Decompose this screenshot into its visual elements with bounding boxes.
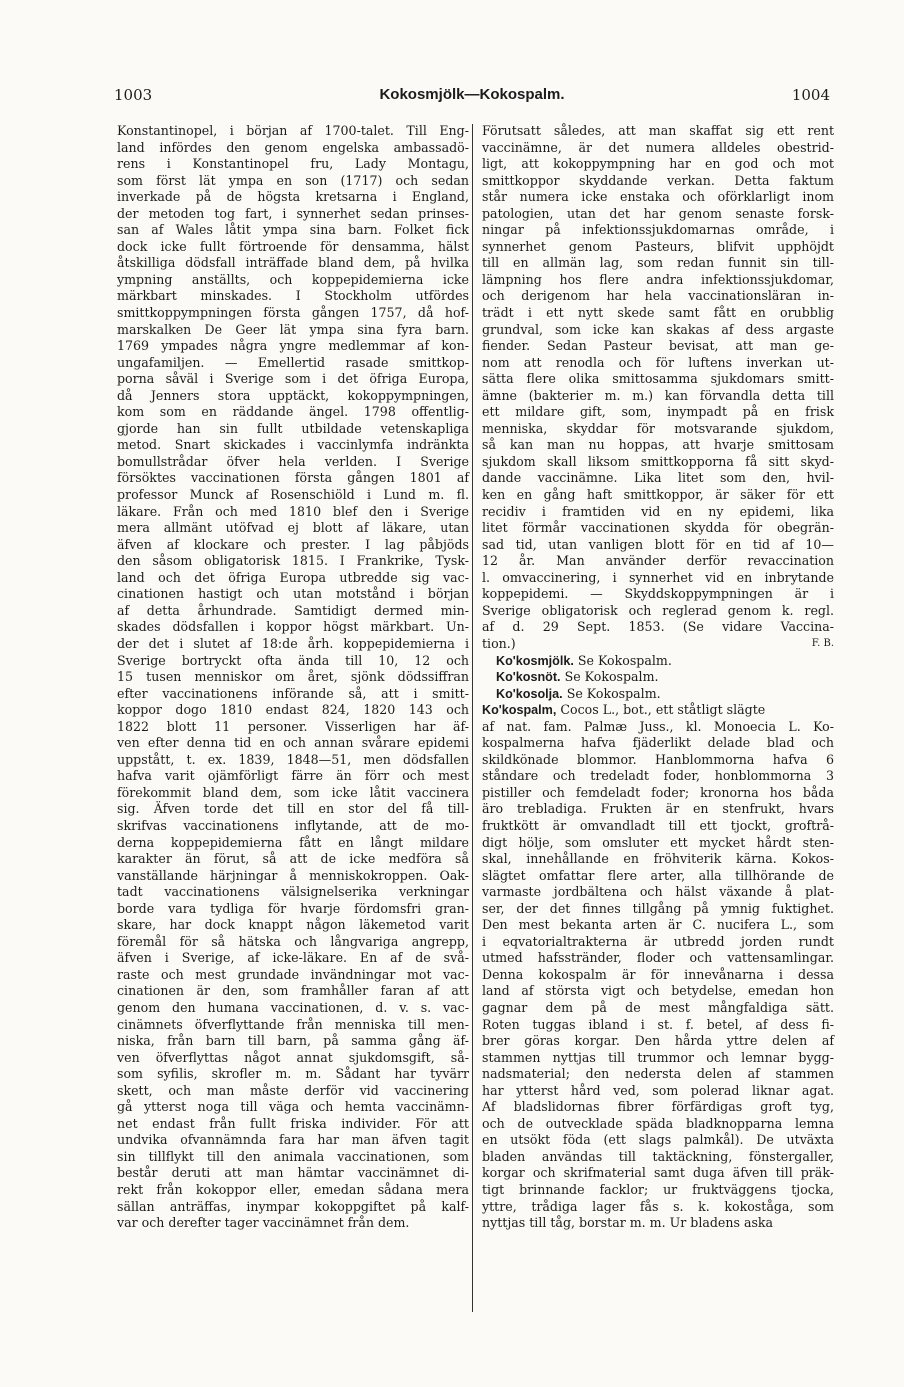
text-line: cinationen hastigt och utan motstånd i början [117, 586, 469, 602]
text-line: 1769 ympades några yngre medlemmar af kon- [117, 338, 469, 354]
text-line: 1822 blott 11 personer. Visserligen har äf- [117, 718, 469, 734]
text-line: pistiller och femdeladt foder; kronorna hos båda [482, 784, 834, 800]
text-line: professor Munck af Rosenschiöld i Lund m. fl. [117, 487, 469, 503]
text-line: metod. Snart skickades i vaccinlymfa indränkta [117, 437, 469, 453]
text-line: Af bladslidornas fibrer förfärdigas groft tyg, [482, 1099, 834, 1115]
text-line: l. omvaccinering, i synnerhet vid en inbrytande [482, 569, 834, 585]
text-line: korgar och skrifmaterial samt duga äfven till präk- [482, 1165, 834, 1181]
text-line: läkare. Från och med 1810 blef den i Sverige [117, 503, 469, 519]
text-line: net endast från fullt friska individer. För att [117, 1115, 469, 1131]
text-line: kospalmerna hafva fjäderlikt delade blad och [482, 735, 834, 751]
text-line: Förutsatt således, att man skaffat sig ett rent [482, 123, 834, 138]
text-line: vanställande härjningar å menniskokroppen. Oak- [117, 867, 469, 883]
text-line: till en allmän lag, som redan funnit sin till- [482, 255, 834, 271]
entry-first-line: Cocos L., bot., ett ståtligt slägte [560, 702, 766, 718]
text-line: tadt vaccinationens välsignelserika verkningar [117, 884, 469, 900]
text-line: ningar på infektionssjukdomarnas område, i [482, 222, 834, 238]
vaccination-continuation [482, 123, 834, 653]
text-line: var och derefter tager vaccinämnet från dem. [117, 1215, 410, 1231]
text-line: niska, från barn till barn, på samma gång äf- [117, 1033, 469, 1049]
text-line: som först lät ympa en son (1717) och sedan [117, 172, 469, 188]
text-line: land infördes den genom engelska ambassadö- [117, 139, 469, 155]
text-line: porna såväl i Sverige som i det öfriga Europa, [117, 371, 469, 387]
text-line: grundval, som icke kan skakas af dess argaste [482, 321, 834, 337]
text-line: digt hölje, som omsluter ett mycket hårdt sten- [482, 834, 834, 850]
text-line: sällan anträffas, inympar kokoppgiftet på kalf- [117, 1198, 469, 1214]
text-line: i eqvatorialtrakterna är utbredd jorden rundt [482, 933, 834, 949]
text-line: vaccinämne, är det numera alldeles obestrid- [482, 139, 834, 155]
right-page-number: 1004 [791, 86, 830, 104]
text-line: inverkade på de högsta kretsarna i England, [117, 189, 469, 205]
entry-headword: Ko'kosmjölk. [496, 653, 574, 668]
text-line: af d. 29 Sept. 1853. (Se vidare Vaccina- [482, 619, 834, 635]
text-line: mera allmänt utöfvad ej blott af läkare, utan [117, 520, 469, 536]
text-line: har ytterst hård ved, som polerad liknar agat. [482, 1082, 834, 1098]
text-line: land och det öfriga Europa utbredde sig vac- [117, 569, 469, 585]
text-line: och derigenom har hela vaccinationsläran in- [482, 288, 834, 304]
text-line: kom som en räddande ängel. 1798 offentlig- [117, 404, 469, 420]
text-line: skal, innehållande en fröhviterik kärna. Kokos- [482, 851, 834, 867]
entry-reference: Se Kokospalm. [577, 652, 672, 668]
text-line: 15 tusen menniskor om året, sjönk dödssiffran [117, 669, 469, 685]
text-line: ämne (bakterier m. m.) kan förvandla detta till [482, 387, 834, 403]
text-line: borde vara tydliga för hvarje fördomsfri gran- [117, 900, 469, 916]
text-line: menniska, skyddar för motsvarande sjukdom, [482, 420, 834, 436]
text-line: smittkoppympningen första gången 1757, då hof- [117, 305, 469, 321]
text-line: tigt brinnande facklor; ur fruktväggens tjocka, [482, 1182, 834, 1197]
text-line: rekt från kokoppor eller, emedan sådana mera [117, 1182, 469, 1197]
text-line: smittkoppor skyddande verkan. Detta faktum [482, 172, 834, 188]
text-line: åtskilliga dödsfall inträffade bland dem, på hvilka [117, 255, 469, 271]
text-line: en utsökt föda (ett slags palmkål). De utväxta [482, 1132, 834, 1148]
text-line: ympning anställts, och koppepidemierna icke [117, 271, 469, 287]
text-line: efter vaccinationens införande så, att i smitt- [117, 685, 469, 701]
left-column [117, 123, 469, 1232]
running-title: Kokosmjölk—Kokospalm. [379, 86, 565, 103]
text-line: rens i Konstantinopel fru, Lady Montagu, [117, 156, 469, 172]
text-line: märkbart minskades. I Stockholm utfördes [117, 288, 469, 304]
right-column [482, 123, 834, 1232]
text-line: Sverige obligatorisk och reglerad genom k. regl. [482, 602, 834, 618]
entry-reference: Se Kokospalm. [564, 669, 659, 685]
text-line: 12 år. Man använder derför revaccination [482, 553, 834, 569]
text-line: litet förmår vaccinationen skydda för obegrän- [482, 520, 834, 536]
text-line: genom den humana vaccinationen, d. v. s. vac- [117, 999, 469, 1015]
text-line: skett, och man måste derför vid vaccinering [117, 1082, 469, 1098]
kokospalm-entry-body [482, 719, 834, 1232]
text-line: sjukdom skall liksom smittkopporna få sitt skyd- [482, 453, 834, 469]
text-line: föremål för så hätska och långvariga angrepp, [117, 933, 469, 949]
text-line: hafva varit ojämförligt färre än förr och mest [117, 768, 469, 784]
text-line: koppepidemi. — Skyddskoppympningen är i [482, 586, 834, 602]
text-line: trädt i ett nytt skede samt fått en orubblig [482, 305, 834, 321]
text-line: cinationen är den, som framhåller faran af att [117, 983, 469, 999]
text-line: ligt, att kokoppympning har en god och mot [482, 156, 834, 172]
text-line: skrifvas vaccinationens inflytande, att de mo- [117, 817, 469, 833]
text-line: ken en gång haft smittkoppor, är säker för ett [482, 487, 834, 503]
text-line: gå ytterst noga till väga och hemta vaccinämn- [117, 1099, 469, 1115]
text-line: der metoden tog fart, i synnerhet sedan prinses- [117, 205, 469, 221]
text-line: utmed hafsstränder, floder och vattensamlingar. [482, 950, 834, 966]
text-line: gjorde han sin fullt utbildade vetenskapliga [117, 420, 469, 436]
text-line: fiender. Sedan Pasteur bevisat, att man ge- [482, 338, 834, 354]
text-line: ven efter denna tid en och annan svårare epidemi [117, 735, 469, 751]
text-line: ven öfverflyttas något annat sjukdomsgift, så- [117, 1049, 469, 1065]
text-line: koppor dogo 1810 endast 824, 1820 143 och [117, 702, 469, 718]
text-line: varmaste jordbältena och hälst växande å plat- [482, 884, 834, 900]
text-line: så kan man nu hoppas, att hvarje smittosam [482, 437, 834, 453]
text-line: nyttjas till tåg, borstar m. m. Ur bladens aska [482, 1215, 774, 1231]
text-line: som syfilis, skrofler m. m. Sådant har tyvärr [117, 1066, 469, 1082]
text-line: Roten tuggas ibland i st. f. betel, af dess fi- [482, 1016, 834, 1032]
text-line: karakter än förut, så att de icke medföra så [117, 851, 469, 867]
text-line: derna koppepidemierna fått en långt mildare [117, 834, 469, 850]
text-line: sad tid, utan vanligen blott för en tid af 10— [482, 536, 834, 552]
text-line: försöktes vaccinationen första gången 1801 af [117, 470, 469, 486]
column-divider [472, 124, 473, 1312]
text-line [482, 636, 834, 653]
entry-headword: Ko'kosolja. [496, 686, 563, 701]
text-line: raste och mest grundade invändningar mot vac- [117, 966, 469, 982]
text-line: ser, der det finnes tillgång på ymnig fuktighet. [482, 900, 834, 916]
text-line: bladen användas till taktäckning, fönstergaller, [482, 1148, 834, 1164]
text-line: land af största vigt och betydelse, emedan hon [482, 983, 834, 999]
text-line: äro trebladiga. Frukten är en stenfrukt, hvars [482, 801, 834, 817]
cross-reference-entries [482, 653, 834, 703]
text-line: gagnar dem på de mest mångfaldiga sätt. [482, 999, 834, 1015]
page-header [114, 86, 830, 108]
cross-reference-entry [482, 653, 834, 670]
text-line: dock icke fullt förtroende för densamma, hälst [117, 238, 469, 254]
kokospalm-entry-head [482, 702, 834, 719]
text-line: den såsom obligatorisk 1815. I Frankrike, Tysk- [117, 553, 469, 569]
text-line: bomullstrådar öfver hela verlden. I Sverige [117, 453, 469, 469]
entry-headword: Ko'kosnöt. [496, 670, 561, 685]
text-line: yttre, trådiga lager fås s. k. kokoståga, som [482, 1198, 834, 1214]
text-line: och de outvecklade späda bladknopparna lemna [482, 1115, 834, 1131]
text-line: Den mest bekanta arten är C. nucifera L., som [482, 917, 834, 933]
left-page-number: 1003 [114, 86, 153, 104]
entry-headword: Ko'kospalm, [482, 703, 557, 718]
text-line: äfven i Sverige, af icke-läkare. En af de svå- [117, 950, 469, 966]
text-line: fruktkött är omvandladt till ett tjockt, groftrå- [482, 817, 834, 833]
text-line: då Jenners stora upptäckt, kokoppympningen, [117, 387, 469, 403]
text-line: nom att renodla och för luftens inverkan ut- [482, 354, 834, 370]
text-line: skildkönade blommor. Hanblommorna hafva 6 [482, 751, 834, 767]
text-line: der det i slutet af 18:de årh. koppepidemierna i [117, 635, 469, 651]
text-line: förekommit bland dem, som icke låtit vaccinera [117, 784, 469, 800]
text-line: äfven af klockare och prester. I lag påbjöds [117, 536, 469, 552]
text-line: nadsmaterial; den nedersta delen af stammen [482, 1066, 834, 1082]
text-line: san af Wales låtit ympa sina barn. Folket fick [117, 222, 469, 238]
text-line-end: tion.) [482, 635, 516, 651]
text-line: uppstått, t. ex. 1839, 1848—51, men dödsfallen [117, 751, 469, 767]
text-line: patologien, utan det har genom senaste forsk- [482, 205, 834, 221]
text-line: sig. Äfven torde det till en stor del få till- [117, 801, 469, 817]
text-line: cinämnets öfverflyttande från menniska till men- [117, 1016, 469, 1032]
text-line: marskalken De Geer lät ympa sina fyra barn. [117, 321, 469, 337]
text-line: ståndare och tredeladt foder, honblommorna 3 [482, 768, 834, 784]
text-line: Konstantinopel, i början af 1700-talet. Till Eng- [117, 123, 469, 138]
text-line: undvika ofvannämnda fara har man äfven tagit [117, 1132, 469, 1148]
text-line: dande vaccinämne. Lika litet som den, hvil- [482, 470, 834, 486]
text-line: skades dödsfallen i koppor högst märkbart. Un- [117, 619, 469, 635]
text-line: lämpning hos flere andra infektionssjukdomar, [482, 271, 834, 287]
text-line: består deruti att man hämtar vaccinämnet di- [117, 1165, 469, 1181]
text-line: slägtet omfattar flere arter, alla tillhörande de [482, 867, 834, 883]
author-signature: F. B. [811, 637, 834, 649]
text-line: står numera icke enstaka och oförklarligt inom [482, 189, 834, 205]
cross-reference-entry [482, 669, 834, 686]
text-line: Sverige bortryckt ofta ända till 10, 12 och [117, 652, 469, 668]
entry-reference: Se Kokospalm. [566, 685, 661, 701]
text-line: sin tillflykt till den animala vaccinationen, som [117, 1148, 469, 1164]
text-line: af detta århundrade. Samtidigt dermed min- [117, 602, 469, 618]
text-line: ett mildare gift, som, inympadt på en frisk [482, 404, 834, 420]
text-line: skare, har dock knappt någon läkemetod varit [117, 917, 469, 933]
text-line: recidiv i framtiden vid en ny epidemi, lika [482, 503, 834, 519]
text-line: af nat. fam. Palmæ Juss., kl. Monoecia L. Ko- [482, 718, 834, 734]
text-line: ungafamiljen. — Emellertid rasade smittkop- [117, 354, 469, 370]
text-line: synnerhet genom Pasteurs, blifvit upphöjdt [482, 238, 834, 254]
cross-reference-entry [482, 686, 834, 703]
text-line: sätta flere olika smittosamma sjukdomars smitt- [482, 371, 834, 387]
text-line: Denna kokospalm är för innevånarna i dessa [482, 966, 834, 982]
text-line: stammen nyttjas till trummor och lemnar bygg- [482, 1049, 834, 1065]
text-line: brer göras korgar. Den hårda yttre delen af [482, 1033, 834, 1049]
